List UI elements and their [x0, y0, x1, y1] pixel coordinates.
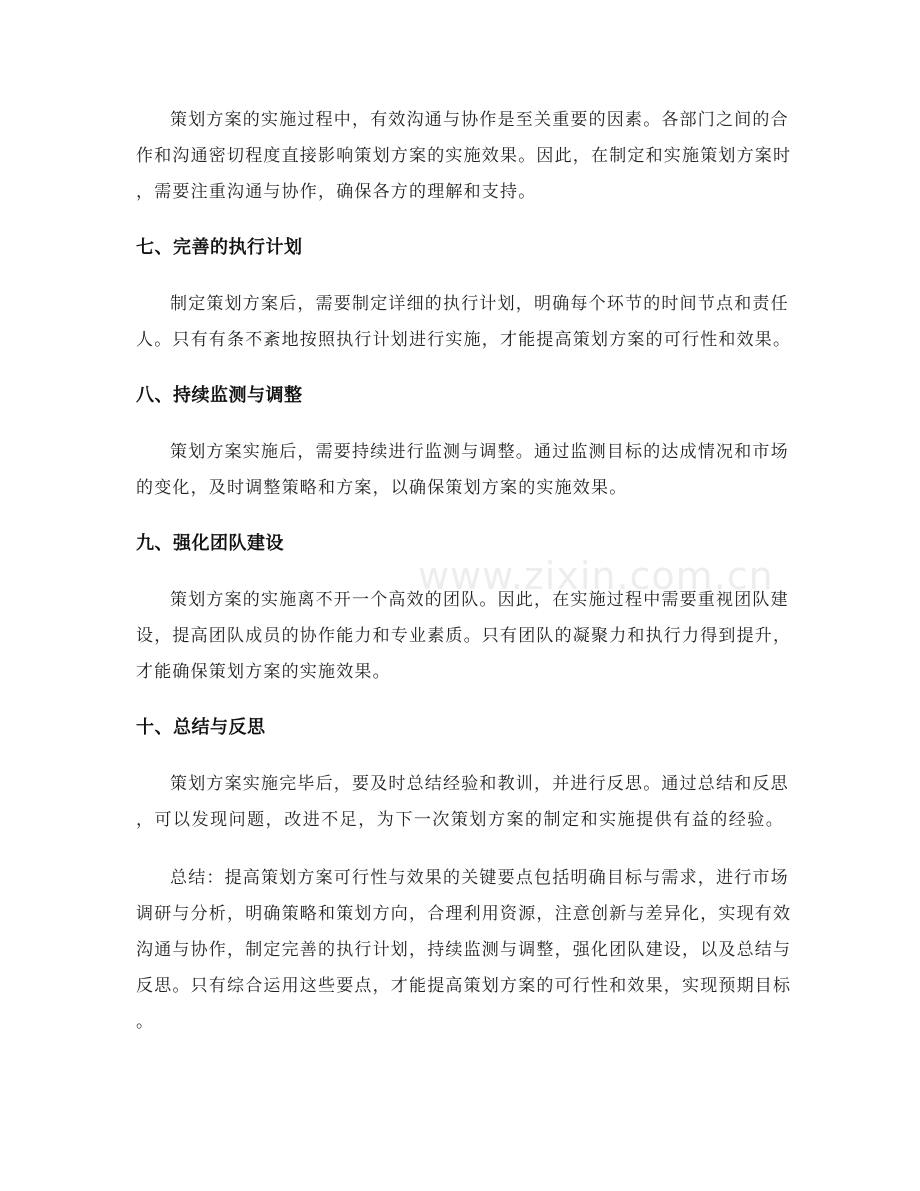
paragraph-line: 策划方案的实施过程中，有效沟通与协作是至关重要的因素。各部门之间的合 — [170, 110, 789, 130]
paragraph-line: ，可以发现问题，改进不足，为下一次策划方案的制定和实施提供有益的经验。 — [136, 810, 784, 830]
paragraph-line: 策划方案的实施离不开一个高效的团队。因此，在实施过程中需要重视团队建 — [170, 590, 789, 610]
paragraph-line: 沟通与协作，制定完善的执行计划，持续监测与调整，强化团队建设，以及总结与 — [136, 940, 792, 960]
paragraph-line: 。 — [136, 1012, 155, 1032]
paragraph-line: 人。只有有条不紊地按照执行计划进行实施，才能提高策划方案的可行性和效果。 — [136, 330, 792, 350]
summary-paragraph — [136, 860, 792, 1040]
document-page — [136, 102, 792, 1040]
paragraph-line: 策划方案实施完毕后，要及时总结经验和教训，并进行反思。通过总结和反思 — [170, 774, 789, 794]
section-7-paragraph — [136, 286, 792, 358]
intro-paragraph — [136, 102, 792, 210]
paragraph-line: 总结：提高策划方案可行性与效果的关键要点包括明确目标与需求，进行市场 — [170, 868, 789, 888]
paragraph-line: 策划方案实施后，需要持续进行监测与调整。通过监测目标的达成情况和市场 — [170, 442, 789, 462]
paragraph-line: 制定策划方案后，需要制定详细的执行计划，明确每个环节的时间节点和责任 — [170, 294, 789, 314]
paragraph-line: 作和沟通密切程度直接影响策划方案的实施效果。因此，在制定和实施策划方案时 — [136, 146, 792, 166]
paragraph-line: 调研与分析，明确策略和策划方向，合理利用资源，注意创新与差异化，实现有效 — [136, 904, 792, 924]
paragraph-line: ，需要注重沟通与协作，确保各方的理解和支持。 — [136, 182, 537, 202]
watermark: www.zixin.com.cn — [418, 554, 774, 598]
section-heading-10: 十、总结与反思 — [136, 717, 266, 738]
section-8-paragraph — [136, 434, 789, 506]
paragraph-line: 反思。只有综合运用这些要点，才能提高策划方案的可行性和效果，实现预期目标 — [136, 976, 792, 996]
section-10-paragraph — [136, 766, 789, 838]
paragraph-line: 的变化，及时调整策略和方案，以确保策划方案的实施效果。 — [136, 478, 628, 498]
paragraph-line: 设，提高团队成员的协作能力和专业素质。只有团队的凝聚力和执行力得到提升， — [136, 626, 792, 646]
section-heading-8: 八、持续监测与调整 — [136, 385, 303, 406]
section-heading-9: 九、强化团队建设 — [136, 533, 284, 554]
section-9-paragraph — [136, 582, 792, 690]
paragraph-line: 才能确保策划方案的实施效果。 — [136, 662, 391, 682]
section-heading-7: 七、完善的执行计划 — [136, 237, 303, 258]
